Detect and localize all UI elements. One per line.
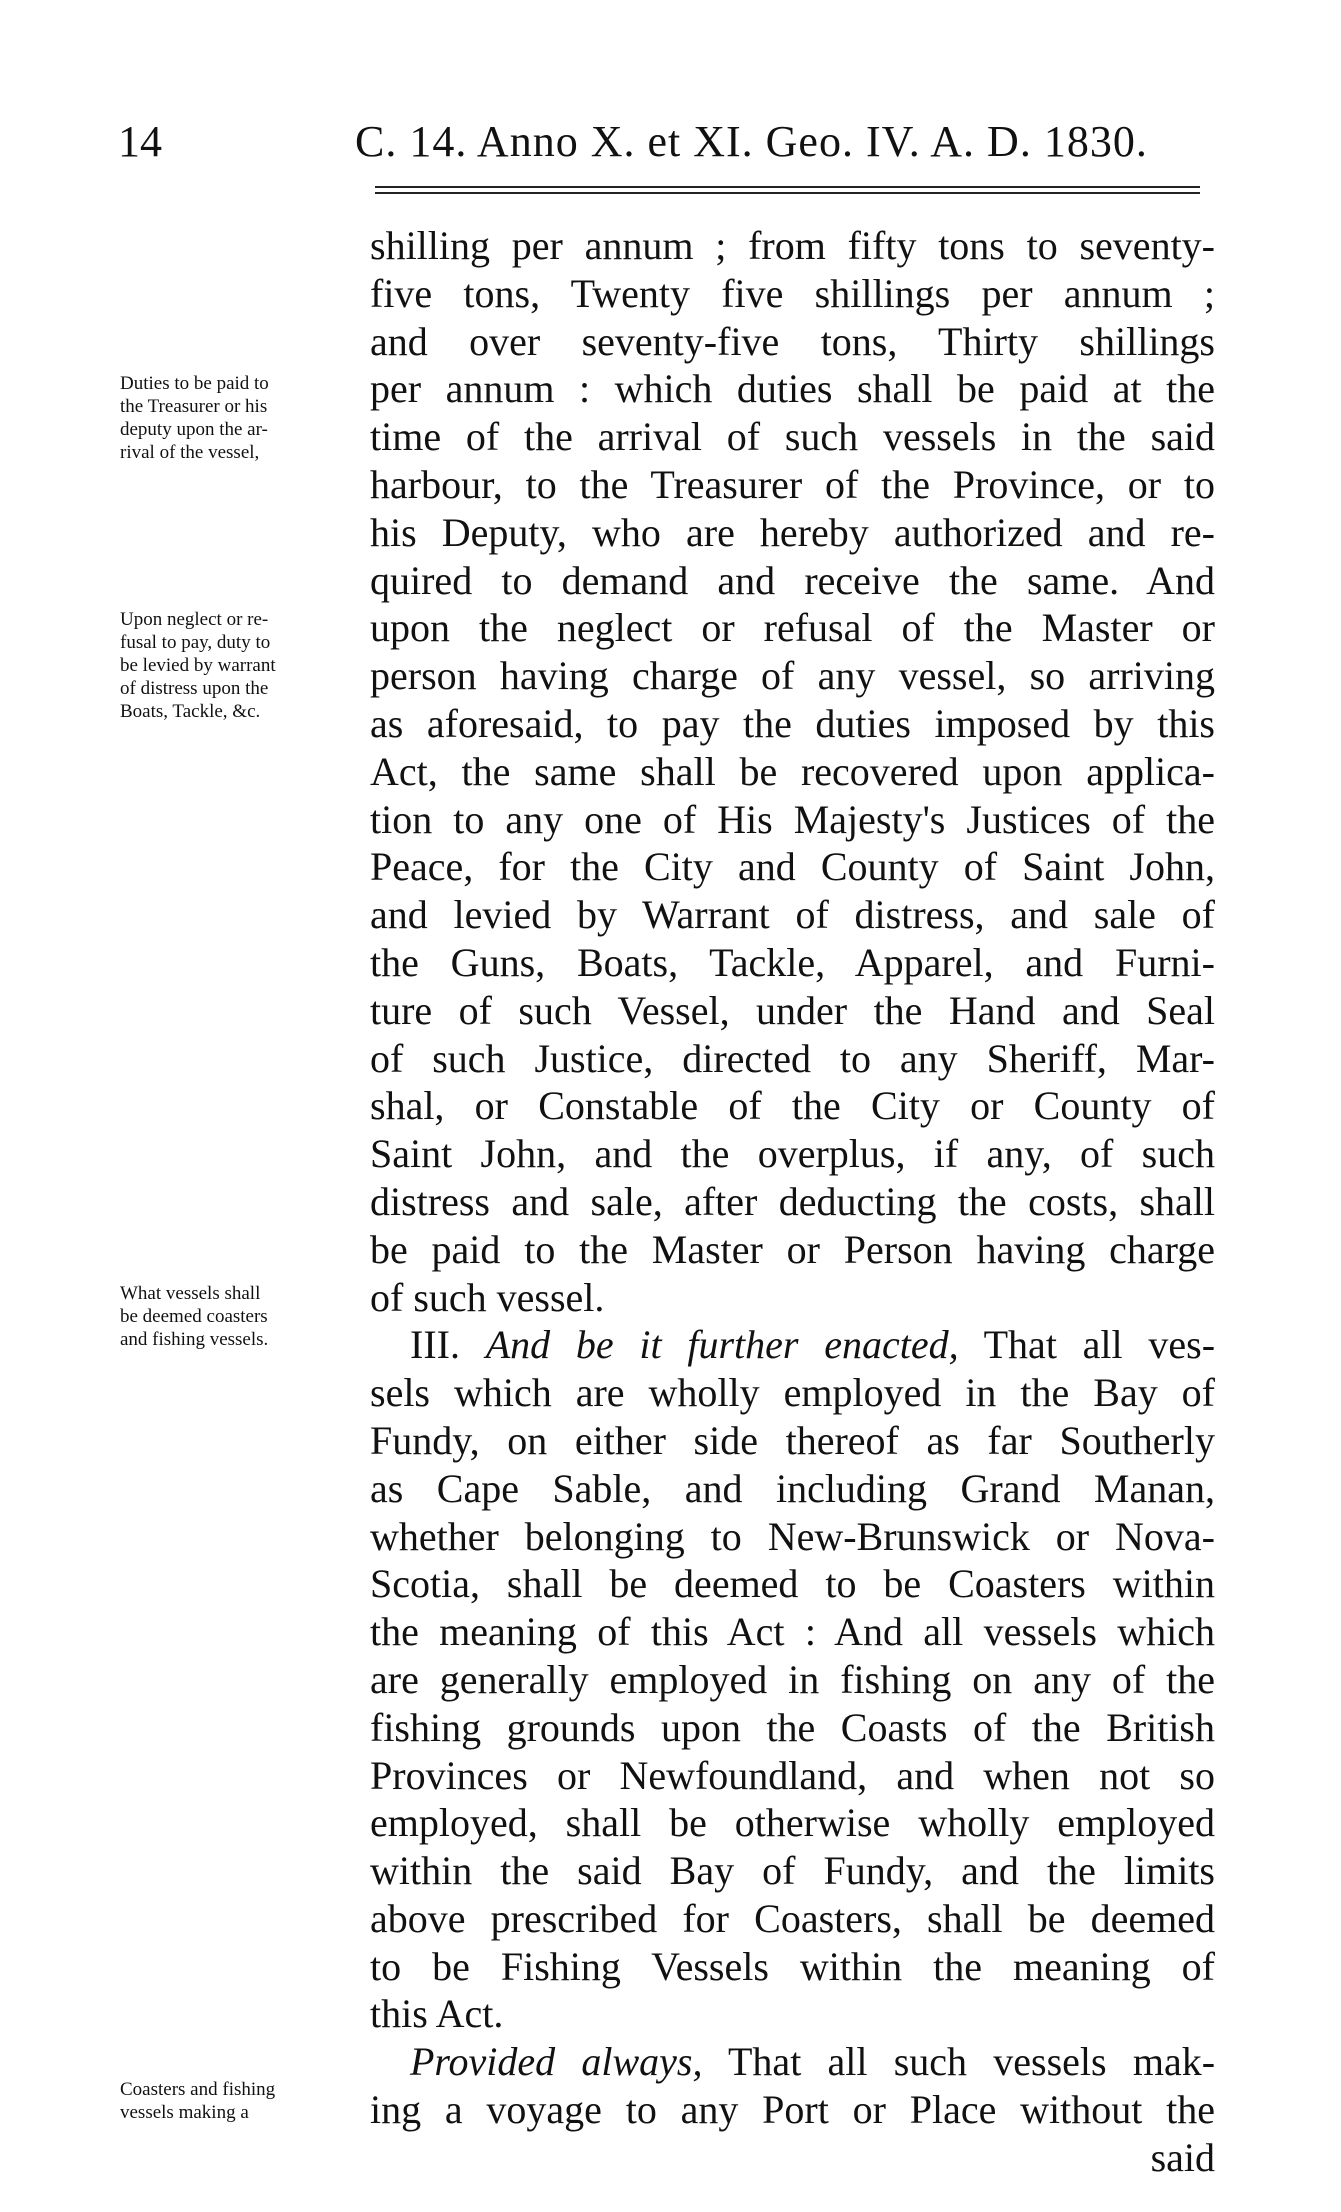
margin-note-line: be levied by warrant [120,655,276,676]
body-line: shal, or Constable of the City or County of [370,1083,1215,1129]
body-line: That all such vessels mak- [728,2039,1216,2085]
body-line: his Deputy, who are hereby authorized and re- [370,509,1215,555]
margin-note-line: of distress upon the [120,678,269,699]
body-line: Saint John, and the overplus, if any, of such [370,1131,1215,1177]
margin-note-neglect [120,608,365,723]
section-3-heading-line [370,1321,1215,1369]
body-line: That all ves- [983,1322,1216,1368]
body-line: Act, the same shall be recovered upon applica- [370,748,1215,794]
catchword: said [1150,2134,1215,2180]
body-line: the Guns, Boats, Tackle, Apparel, and Furni- [370,939,1215,985]
body-line: the meaning of this Act : And all vessels which [370,1609,1215,1655]
header-rule [375,192,1200,194]
body-line: Provinces or Newfoundland, and when not so [370,1752,1215,1798]
margin-note-line: Upon neglect or re- [120,609,269,630]
body-line: and levied by Warrant of distress, and sale of [370,892,1215,938]
proviso-line [370,2038,1215,2086]
body-line: fishing grounds upon the Coasts of the British [370,1704,1215,1750]
body-line: Scotia, shall be deemed to be Coasters within [370,1561,1215,1607]
body-line: as aforesaid, to pay the duties imposed by this [370,700,1215,746]
margin-note-voyage [120,2078,365,2124]
body-line: Peace, for the City and County of Saint John, [370,844,1215,890]
body-line: this Act. [370,1991,504,2037]
body-line: as Cape Sable, and including Grand Manan, [370,1465,1215,1511]
margin-note-line: rival of the vessel, [120,442,260,463]
body-line: ture of such Vessel, under the Hand and Seal [370,987,1215,1033]
body-line: of such Justice, directed to any Sheriff, Mar- [370,1035,1215,1081]
margin-note-line: vessels making a [120,2102,249,2123]
body-line: five tons, Twenty five shillings per annum ; [370,270,1215,316]
margin-note-line: be deemed coasters [120,1306,268,1327]
margin-note-line: Coasters and fishing [120,2079,276,2100]
page-header [0,112,1341,172]
body-line: shilling per annum ; from fifty tons to seventy- [370,223,1215,268]
margin-note-line: fusal to pay, duty to [120,632,271,653]
body-line: ing a voyage to any Port or Place without the [370,2087,1215,2133]
margin-note-coasters [120,1282,365,1351]
body-line: employed, shall be otherwise wholly employed [370,1800,1215,1846]
body-line: harbour, to the Treasurer of the Province, or to [370,461,1215,507]
header-rule [375,186,1200,188]
body-line: Fundy, on either side thereof as far Southerly [370,1417,1215,1463]
body-line: whether belonging to New-Brunswick or Nova- [370,1513,1215,1559]
body-line: above prescribed for Coasters, shall be deemed [370,1895,1215,1941]
margin-note-line: deputy upon the ar- [120,419,268,440]
body-line: distress and sale, after deducting the costs, shall [370,1178,1215,1224]
margin-note-line: Boats, Tackle, &c. [120,701,261,722]
margin-note-duties [120,372,365,464]
body-line: to be Fishing Vessels within the meaning of [370,1943,1215,1989]
body-line: sels which are wholly employed in the Bay of [370,1370,1215,1416]
body-line: and over seventy-five tons, Thirty shillings [370,318,1215,364]
margin-note-line: What vessels shall [120,1283,261,1304]
body-line: per annum : which duties shall be paid at the [370,366,1215,412]
margin-note-line: Duties to be paid to [120,373,269,394]
body-line: within the said Bay of Fundy, and the limits [370,1848,1215,1894]
body-line: of such vessel. [370,1274,605,1320]
margin-note-line: and fishing vessels. [120,1329,269,1350]
body-line: quired to demand and receive the same. And [370,557,1215,603]
page-number: 14 [118,117,162,166]
proviso-clause: Provided always, [410,2039,703,2085]
body-line: time of the arrival of such vessels in the said [370,414,1215,460]
body-line: are generally employed in fishing on any of the [370,1656,1215,1702]
body-line: tion to any one of His Majesty's Justices of the [370,796,1215,842]
body-line: be paid to the Master or Person having charge [370,1226,1215,1272]
body-line: upon the neglect or refusal of the Master or [370,605,1215,651]
margin-note-line: the Treasurer or his [120,396,268,417]
section-number: III. [410,1322,460,1368]
body-line: person having charge of any vessel, so arriving [370,653,1215,699]
body-text [370,222,1215,2182]
running-head: C. 14. Anno X. et XI. Geo. IV. A. D. 1830. [355,117,1148,166]
enacting-clause: And be it further enacted, [485,1322,959,1368]
